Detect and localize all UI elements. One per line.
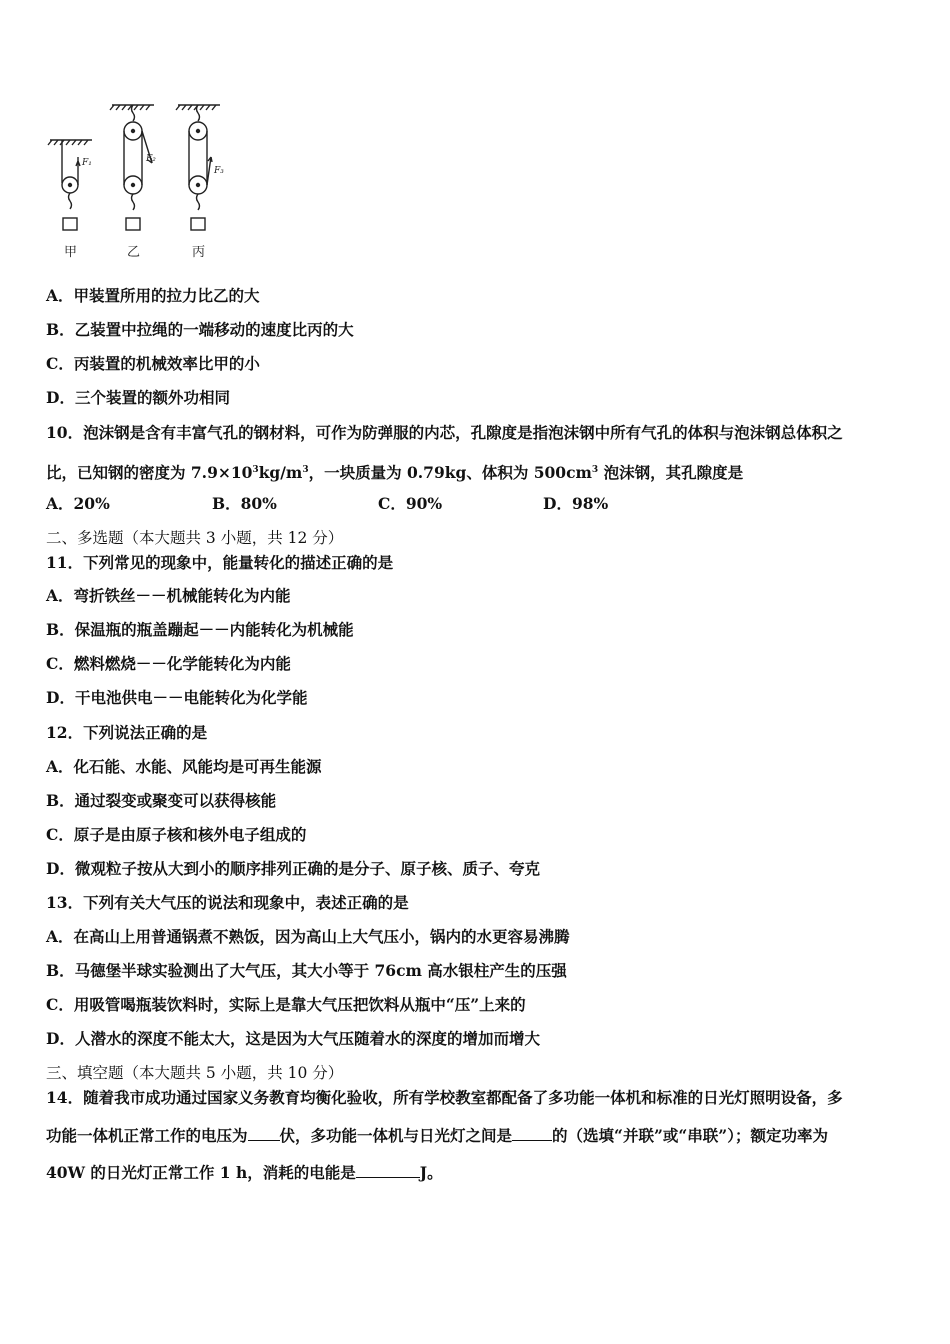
q14-stem-line1: 14．随着我市成功通过国家义务教育均衡化验收，所有学校教室都配备了多功能一体机和标准的日光灯照明设备，多 <box>46 1088 843 1107</box>
q14-stem-line3: 40W 的日光灯正常工作 1 h，消耗的电能是 J。 <box>46 1163 443 1182</box>
q14-stem-line2: 功能一体机正常工作的电压为 伏，多功能一体机与日光灯之间是 的（选填“并联”或“串联”）；额定功率为 <box>46 1126 828 1145</box>
q14-blank-energy[interactable] <box>356 1163 420 1178</box>
force-label-f2: F₂ <box>146 154 156 164</box>
q13-option-d: D．人潜水的深度不能太大，这是因为大气压随着水的深度的增加而增大 <box>46 1029 540 1048</box>
q12-stem: 12．下列说法正确的是 <box>46 723 208 742</box>
q10-option-a: A．20% <box>46 494 110 513</box>
q10-option-c: C．90% <box>378 494 443 513</box>
q12-option-b: B．通过裂变或聚变可以获得核能 <box>46 791 277 810</box>
q9-option-c: C．丙装置的机械效率比甲的小 <box>46 354 260 373</box>
q12-option-d: D．微观粒子按从大到小的顺序排列正确的是分子、原子核、质子、夸克 <box>46 859 540 878</box>
force-label-f3: F₃ <box>214 166 224 176</box>
q11-option-b: B．保温瓶的瓶盖蹦起－－内能转化为机械能 <box>46 620 354 639</box>
section3-heading: 三、填空题（本大题共 5 小题，共 10 分） <box>46 1064 344 1082</box>
q10-option-b: B．80% <box>212 494 277 513</box>
q14-blank-voltage[interactable] <box>248 1126 280 1141</box>
pulley-figure <box>40 95 240 265</box>
q11-option-d: D．干电池供电－－电能转化为化学能 <box>46 688 308 707</box>
section2-heading: 二、多选题（本大题共 3 小题，共 12 分） <box>46 529 344 547</box>
q11-option-c: C．燃料燃烧－－化学能转化为内能 <box>46 654 291 673</box>
weight-bing <box>191 218 205 230</box>
q11-stem: 11．下列常见的现象中，能量转化的描述正确的是 <box>46 553 394 572</box>
weight-jia <box>63 218 77 230</box>
q13-option-b: B．马德堡半球实验测出了大气压，其大小等于 76cm 高水银柱产生的压强 <box>46 961 567 980</box>
q13-option-a: A．在高山上用普通锅煮不熟饭，因为高山上大气压小，锅内的水更容易沸腾 <box>46 927 570 946</box>
label-jia: 甲 <box>64 245 78 260</box>
q11-option-a: A．弯折铁丝－－机械能转化为内能 <box>46 586 291 605</box>
q9-option-b: B．乙装置中拉绳的一端移动的速度比丙的大 <box>46 320 354 339</box>
q14-blank-connection[interactable] <box>512 1126 552 1141</box>
q13-option-c: C．用吸管喝瓶装饮料时，实际上是靠大气压把饮料从瓶中“压”上来的 <box>46 995 526 1014</box>
q12-option-c: C．原子是由原子核和核外电子组成的 <box>46 825 307 844</box>
q12-option-a: A．化石能、水能、风能均是可再生能源 <box>46 757 322 776</box>
q13-stem: 13．下列有关大气压的说法和现象中，表述正确的是 <box>46 893 409 912</box>
force-label-f1: F₁ <box>82 158 92 168</box>
q10-stem-line2: 比，已知钢的密度为 $7.9\times 10^3kg/m^3$，一块质量为 0.79kg、体积为 $500cm^3$ 泡沫钢，其孔隙度是 <box>46 463 744 483</box>
label-yi: 乙 <box>127 245 141 260</box>
q9-option-a: A．甲装置所用的拉力比乙的大 <box>46 286 260 305</box>
q10-option-d: D．98% <box>543 494 609 513</box>
q10-stem-line1: 10．泡沫钢是含有丰富气孔的钢材料，可作为防弹服的内芯，孔隙度是指泡沫钢中所有气孔的体积与泡沫钢总体积之 <box>46 423 843 442</box>
label-bing: 丙 <box>192 245 206 260</box>
q9-option-d: D．三个装置的额外功相同 <box>46 388 230 407</box>
weight-yi <box>126 218 140 230</box>
